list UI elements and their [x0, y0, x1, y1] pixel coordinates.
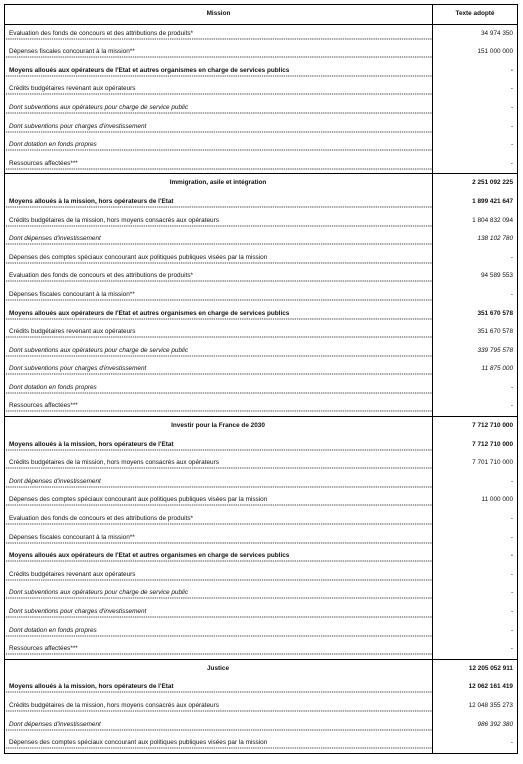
row-label-cell: [5, 397, 433, 416]
row-label: Dépenses fiscales concourant à la mission**: [9, 533, 135, 541]
table-row: [5, 230, 518, 249]
row-value: 1 804 832 094: [433, 212, 518, 231]
table-row: [5, 286, 518, 305]
row-value: -: [433, 566, 518, 585]
row-label-cell: [5, 640, 433, 659]
row-label: Dont subventions pour charges d'investissement: [9, 608, 147, 615]
table-row: [5, 436, 518, 455]
table-row: [5, 323, 518, 342]
section-title: Justice: [206, 664, 230, 672]
row-label: Ressources affectées***: [9, 159, 78, 167]
row-label: Dont dépenses d'investissement: [9, 477, 101, 485]
table-row: [5, 62, 518, 81]
row-value: 138 102 780: [433, 230, 518, 249]
row-label: Dont dotation en fonds propres: [9, 383, 97, 391]
row-label-cell: [5, 603, 433, 622]
row-label-cell: [5, 622, 433, 641]
row-value: -: [433, 603, 518, 622]
row-label: Dont subventions pour charges d'investissement: [9, 365, 147, 373]
table-row: [5, 454, 518, 473]
table-row: [5, 24, 518, 43]
row-label-cell: [5, 24, 433, 43]
table-row: [5, 697, 518, 716]
row-label: Dont subventions aux opérateurs pour charge de service public: [9, 103, 189, 111]
row-value: 7 712 710 000: [433, 436, 518, 455]
row-value: -: [433, 286, 518, 305]
row-value: 12 062 161 419: [433, 678, 518, 697]
row-label-cell: [5, 305, 433, 324]
table-row: [5, 529, 518, 548]
row-value: -: [433, 622, 518, 641]
row-label: Evaluation des fonds de concours et des attributions de produits*: [9, 29, 194, 37]
row-label-cell: [5, 80, 433, 99]
row-label-cell: [5, 62, 433, 81]
row-label: Dont dépenses d'investissement: [9, 720, 101, 728]
row-label-cell: [5, 323, 433, 342]
table-row: [5, 305, 518, 324]
row-value: 11 875 000: [433, 360, 518, 379]
table-row: [5, 43, 518, 62]
column-header-texte-adopte: Texte adopté: [433, 5, 518, 25]
row-value: 351 670 578: [433, 305, 518, 324]
row-label-cell: [5, 454, 433, 473]
row-value: 7 701 710 000: [433, 454, 518, 473]
table-row: [5, 379, 518, 398]
row-value: 986 392 380: [433, 716, 518, 735]
row-value: 94 589 553: [433, 267, 518, 286]
section-title-cell: [5, 417, 433, 436]
row-label: Crédits budgétaires de la mission, hors moyens consacrés aux opérateurs: [9, 216, 219, 224]
table-row: [5, 193, 518, 212]
section-total-value: 2 251 092 225: [433, 174, 518, 193]
row-label: Crédits budgétaires de la mission, hors moyens consacrés aux opérateurs: [9, 459, 219, 467]
row-value: -: [433, 155, 518, 174]
budget-table: [4, 4, 518, 754]
row-label-cell: [5, 43, 433, 62]
row-label-cell: [5, 584, 433, 603]
row-label-cell: [5, 360, 433, 379]
row-label-cell: [5, 212, 433, 231]
row-label-cell: [5, 491, 433, 510]
row-label: Dont subventions pour charges d'investissement: [9, 122, 147, 130]
row-value: 339 795 578: [433, 342, 518, 361]
table-row: [5, 80, 518, 99]
table-row: [5, 603, 518, 622]
section-title-row: [5, 659, 518, 678]
row-value: 351 670 578: [433, 323, 518, 342]
row-label: Dépenses des comptes spéciaux concourant aux politiques publiques visées par la mission: [9, 496, 268, 504]
row-label: Moyens alloués aux opérateurs de l'Etat et autres organismes en charge de services publics: [9, 66, 290, 74]
row-label: Dépenses des comptes spéciaux concourant aux politiques publiques visées par la mission: [9, 253, 268, 261]
row-label: Evaluation des fonds de concours et des attributions de produits*: [9, 272, 194, 280]
table-row: [5, 360, 518, 379]
row-label: Dont dotation en fonds propres: [9, 626, 97, 634]
row-label: Moyens alloués à la mission, hors opérateurs de l'Etat: [9, 440, 174, 448]
table-row: [5, 99, 518, 118]
row-value: -: [433, 118, 518, 137]
row-label: Crédits budgétaires revenant aux opérateurs: [9, 328, 136, 336]
row-value: 151 000 000: [433, 43, 518, 62]
row-label: Moyens alloués aux opérateurs de l'Etat et autres organismes en charge de services publics: [9, 552, 290, 560]
row-value: 34 974 350: [433, 24, 518, 43]
row-label-cell: [5, 249, 433, 268]
row-label: Dépenses fiscales concourant à la mission**: [9, 290, 135, 298]
row-label: Ressources affectées***: [9, 645, 78, 653]
row-value: -: [433, 529, 518, 548]
table-row: [5, 249, 518, 268]
table-row: [5, 491, 518, 510]
section-total-value: 12 205 052 911: [433, 659, 518, 678]
table-row: [5, 510, 518, 529]
row-label-cell: [5, 230, 433, 249]
section-title: Immigration, asile et intégration: [169, 179, 267, 187]
row-label: Evaluation des fonds de concours et des attributions de produits*: [9, 515, 194, 523]
section-total-value: 7 712 710 000: [433, 417, 518, 436]
table-row: [5, 397, 518, 416]
row-value: -: [433, 62, 518, 81]
row-value: -: [433, 99, 518, 118]
table-row: [5, 584, 518, 603]
row-value: 12 048 355 273: [433, 697, 518, 716]
section-title-row: [5, 174, 518, 193]
row-value: -: [433, 734, 518, 753]
row-value: -: [433, 397, 518, 416]
row-label: Dépenses des comptes spéciaux concourant aux politiques publiques visées par la mission: [9, 739, 268, 747]
row-label: Moyens alloués aux opérateurs de l'Etat et autres organismes en charge de services publics: [9, 309, 290, 317]
row-label-cell: [5, 267, 433, 286]
row-label-cell: [5, 286, 433, 305]
row-label: Dont dépenses d'investissement: [9, 235, 101, 243]
row-label-cell: [5, 547, 433, 566]
row-label-cell: [5, 342, 433, 361]
row-label-cell: [5, 716, 433, 735]
row-label-cell: [5, 379, 433, 398]
table-row: [5, 716, 518, 735]
table-row: [5, 342, 518, 361]
section-title-cell: [5, 174, 433, 193]
row-label-cell: [5, 155, 433, 174]
row-label-cell: [5, 136, 433, 155]
row-value: 1 899 421 647: [433, 193, 518, 212]
table-row: [5, 678, 518, 697]
row-label: Dont subventions aux opérateurs pour charge de service public: [9, 346, 189, 354]
row-label: Moyens alloués à la mission, hors opérateurs de l'Etat: [9, 197, 174, 205]
row-label-cell: [5, 734, 433, 753]
row-label-cell: [5, 436, 433, 455]
table-row: [5, 622, 518, 641]
row-value: -: [433, 80, 518, 99]
table-header-row: [5, 5, 518, 25]
row-label: Dont subventions aux opérateurs pour charge de service public: [9, 589, 189, 597]
table-row: [5, 118, 518, 137]
row-label: Crédits budgétaires revenant aux opérateurs: [9, 570, 136, 578]
row-label: Dont dotation en fonds propres: [9, 141, 97, 149]
table-row: [5, 267, 518, 286]
row-value: -: [433, 640, 518, 659]
section-title: Investir pour la France de 2030: [171, 422, 265, 430]
row-label: Crédits budgétaires revenant aux opérateurs: [9, 85, 136, 93]
table-row: [5, 734, 518, 753]
table-row: [5, 155, 518, 174]
row-label: Moyens alloués à la mission, hors opérateurs de l'Etat: [9, 683, 174, 691]
table-row: [5, 136, 518, 155]
row-value: -: [433, 136, 518, 155]
row-value: -: [433, 249, 518, 268]
table-row: [5, 566, 518, 585]
row-value: 11 000 000: [433, 491, 518, 510]
table-row: [5, 473, 518, 492]
row-label: Dépenses fiscales concourant à la mission**: [9, 48, 135, 56]
row-label-cell: [5, 529, 433, 548]
section-title-row: [5, 417, 518, 436]
row-label-cell: [5, 193, 433, 212]
table-row: [5, 640, 518, 659]
row-value: -: [433, 473, 518, 492]
row-label-cell: [5, 566, 433, 585]
row-label-cell: [5, 510, 433, 529]
section-title-cell: [5, 659, 433, 678]
table-row: [5, 547, 518, 566]
row-label-cell: [5, 697, 433, 716]
row-label: Ressources affectées***: [9, 402, 78, 410]
row-label-cell: [5, 118, 433, 137]
row-label: Crédits budgétaires de la mission, hors moyens consacrés aux opérateurs: [9, 701, 219, 709]
table-row: [5, 212, 518, 231]
row-label-cell: [5, 99, 433, 118]
row-value: -: [433, 584, 518, 603]
row-label-cell: [5, 473, 433, 492]
row-value: -: [433, 379, 518, 398]
row-value: -: [433, 547, 518, 566]
column-header-mission: Mission: [5, 5, 433, 25]
row-value: -: [433, 510, 518, 529]
table-body: [5, 24, 518, 753]
row-label-cell: [5, 678, 433, 697]
